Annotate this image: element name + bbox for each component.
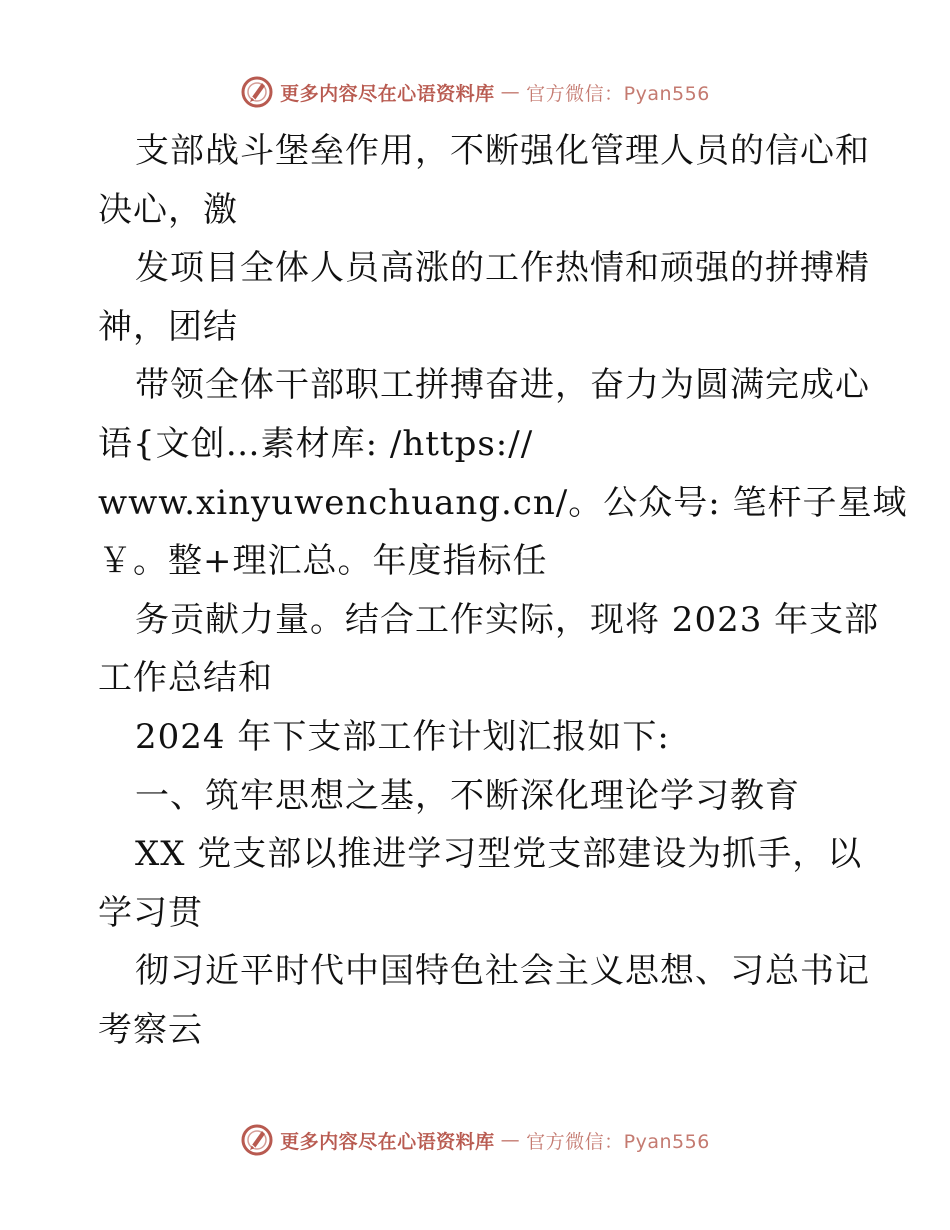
page-header-watermark xyxy=(0,72,950,112)
text-line: 语{文创…素材库: /https:// xyxy=(98,423,534,464)
brand-title: 更多内容尽在心语资料库 xyxy=(280,1130,495,1153)
text-line: 神，团结 xyxy=(98,306,238,347)
pen-nib-logo-icon xyxy=(240,75,274,109)
text-line: 发项目全体人员高涨的工作热情和顽强的拼搏精 xyxy=(135,248,870,289)
text-line: www.xinyuwenchuang.cn/。公众号: 笔杆子星域 xyxy=(98,482,908,523)
brand-banner xyxy=(240,75,710,109)
brand-title: 更多内容尽在心语资料库 xyxy=(280,82,495,105)
document-body xyxy=(98,122,908,1060)
text-line: 彻习近平时代中国特色社会主义思想、习总书记 xyxy=(135,951,870,992)
brand-banner xyxy=(240,1123,710,1157)
page-footer-watermark xyxy=(0,1120,950,1160)
text-line: 考察云 xyxy=(98,1009,203,1050)
text-line: 工作总结和 xyxy=(98,658,273,699)
brand-wechat: 官方微信：Pyan556 xyxy=(526,1130,710,1153)
brand-dash: — xyxy=(500,81,521,103)
text-line: ￥。整+理汇总。年度指标任 xyxy=(98,541,548,582)
text-line: 支部战斗堡垒作用，不断强化管理人员的信心和 xyxy=(135,131,870,171)
text-line: 2024 年下支部工作计划汇报如下: xyxy=(135,716,670,757)
text-line: 带领全体干部职工拼搏奋进，奋力为圆满完成心 xyxy=(135,365,870,406)
text-line: 决心，激 xyxy=(98,189,238,230)
text-line: 务贡献力量。结合工作实际，现将 2023 年支部 xyxy=(135,599,880,640)
brand-dash: — xyxy=(500,1129,521,1151)
text-line: XX 党支部以推进学习型党支部建设为抓手，以 xyxy=(135,834,863,875)
brand-wechat: 官方微信：Pyan556 xyxy=(526,82,710,105)
text-line: 学习贯 xyxy=(98,892,203,933)
text-line: 一、筑牢思想之基，不断深化理论学习教育 xyxy=(135,775,800,816)
pen-nib-logo-icon xyxy=(240,1123,274,1157)
